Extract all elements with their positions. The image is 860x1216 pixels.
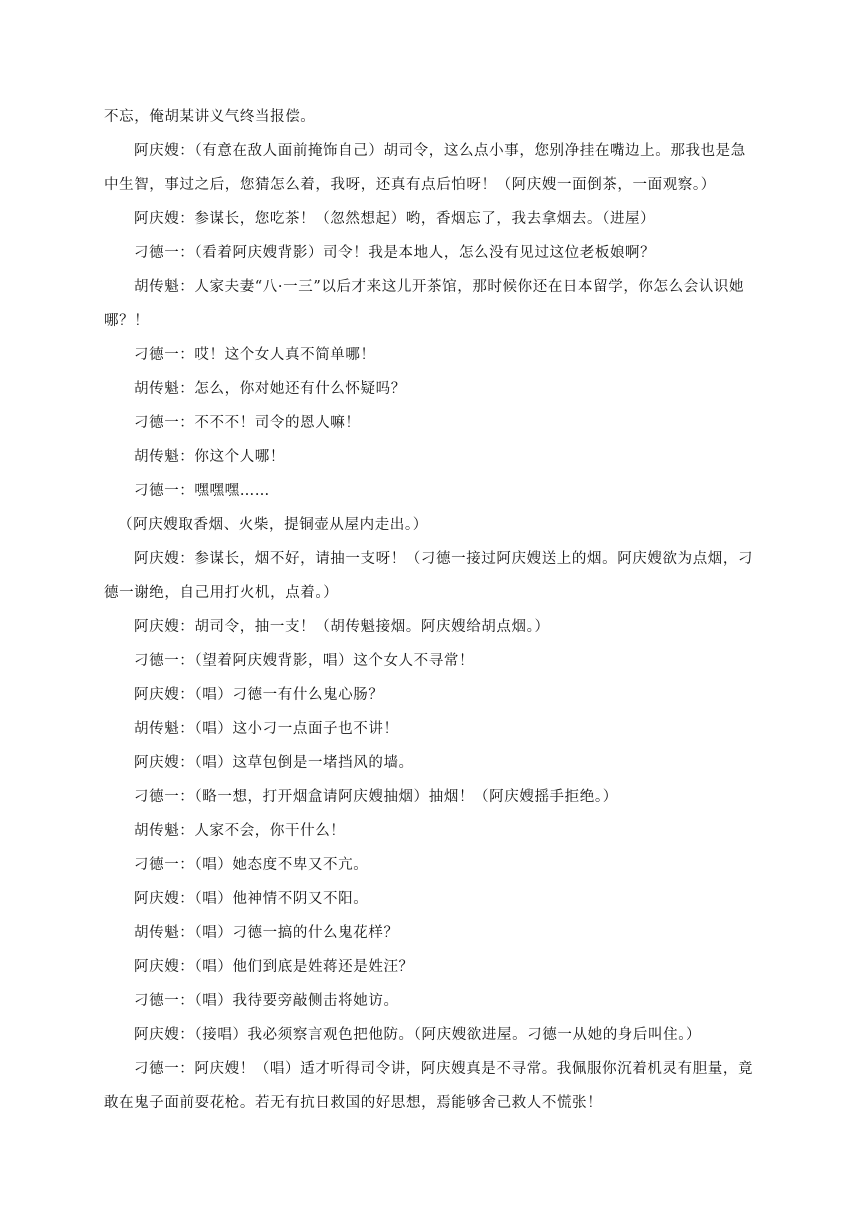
paragraph: 阿庆嫂：胡司令，抽一支！（胡传魁接烟。阿庆嫂给胡点烟。） <box>134 619 550 635</box>
paragraph: 刁德一：不不不！司令的恩人嘛！ <box>134 415 361 431</box>
paragraph: 阿庆嫂：（接唱）我必须察言观色把他防。（阿庆嫂欲进屋。刁德一从她的身后叫住。） <box>134 1027 702 1043</box>
paragraph: 刁德一：（唱）她态度不卑又不亢。 <box>134 857 369 873</box>
paragraph: 刁德一：（望着阿庆嫂背影，唱）这个女人不寻常！ <box>134 653 475 669</box>
paragraph: 刁德一：阿庆嫂！（唱）适才听得司令讲，阿庆嫂真是不寻常。我佩服你沉着机灵有胆量，竟敢在鬼子面前耍花枪。若无有抗日救国的好思想，焉能够舍己救人不慌张！ <box>104 1061 754 1111</box>
stage-direction: （阿庆嫂取香烟、火柴，提铜壶从屋内走出。） <box>118 517 428 533</box>
paragraph: 胡传魁：人家夫妻“八·一三”以后才来这儿开茶馆，那时候你还在日本留学，你怎么会认识她哪？！ <box>104 279 745 329</box>
paragraph: 阿庆嫂：（唱）他神情不阴又不阳。 <box>134 891 369 907</box>
paragraph: 胡传魁：怎么，你对她还有什么怀疑吗？ <box>134 381 406 397</box>
paragraph: 刁德一：（略一想，打开烟盒请阿庆嫂抽烟）抽烟！（阿庆嫂摇手拒绝。） <box>134 789 618 805</box>
paragraph: 胡传魁：人家不会，你干什么！ <box>134 823 346 839</box>
paragraph: 阿庆嫂：（唱）刁德一有什么鬼心肠？ <box>134 687 384 703</box>
paragraph: 胡传魁：（唱）刁德一搞的什么鬼花样？ <box>134 925 399 941</box>
paragraph: 刁德一：哎！这个女人真不简单哪！ <box>134 347 376 363</box>
paragraph: 刁德一：（唱）我待要旁敲侧击将她访。 <box>134 993 399 1009</box>
paragraph: 胡传魁：你这个人哪！ <box>134 449 285 465</box>
paragraph: 阿庆嫂：（唱）这草包倒是一堵挡风的墙。 <box>134 755 414 771</box>
paragraph: 不忘，俺胡某讲义气终当报偿。 <box>104 109 316 125</box>
paragraph: 刁德一：（看着阿庆嫂背影）司令！我是本地人，怎么没有见过这位老板娘啊？ <box>134 245 656 261</box>
paragraph: 阿庆嫂：参谋长，烟不好，请抽一支呀！（刁德一接过阿庆嫂送上的烟。阿庆嫂欲为点烟，刁德一谢绝，自己用打火机，点着。） <box>104 551 754 601</box>
paragraph: 阿庆嫂：（唱）他们到底是姓蒋还是姓汪？ <box>134 959 414 975</box>
script-text-body <box>104 100 758 1120</box>
paragraph: 胡传魁：（唱）这小刁一点面子也不讲！ <box>134 721 399 737</box>
paragraph: 阿庆嫂：参谋长，您吃茶！（忽然想起）哟，香烟忘了，我去拿烟去。（进屋） <box>134 211 656 227</box>
paragraph: 阿庆嫂：（有意在敌人面前掩饰自己）胡司令，这么点小事，您别净挂在嘴边上。那我也是急中生智，事过之后，您猜怎么着，我呀，还真有点后怕呀！（阿庆嫂一面倒茶，一面观察。） <box>104 143 746 193</box>
paragraph: 刁德一：嘿嘿嘿…… <box>134 483 270 499</box>
